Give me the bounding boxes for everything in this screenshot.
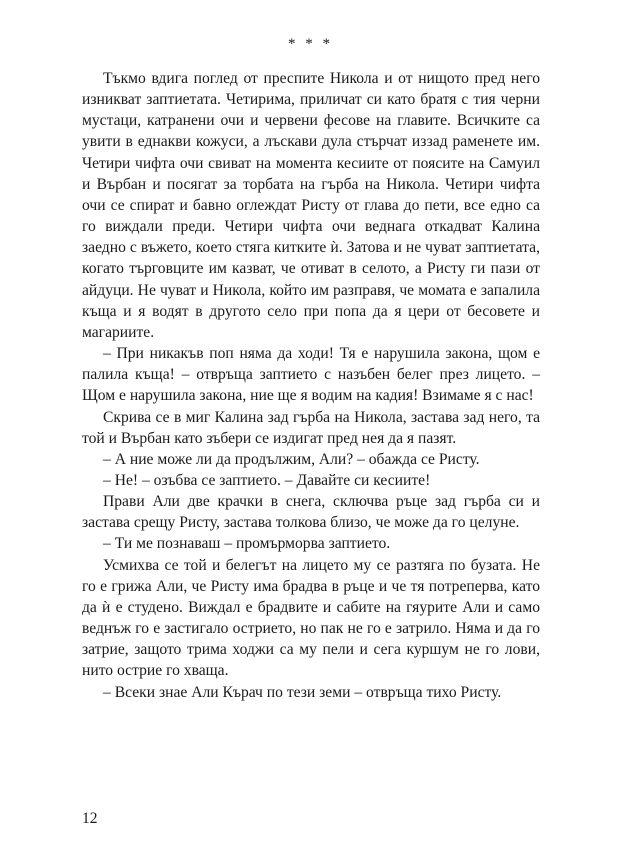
paragraph: Прави Али две крачки в снега, сключва ръце зад гърба си и застава срещу Ристу, застава толкова близо, че може да го целуне. <box>82 493 540 532</box>
paragraph: Усмихва се той и белегът на лицето му се разтяга по бузата. Не го е грижа Али, че Ристу има брадва в ръце и че тя потреперва, като да ѝ е студено. Виждал е брадвите и сабите на гяурите Али и само веднъж го е застигало острието, но пак не го е затрило. Няма и да го затрие, защото трима ходжи са му пели и сега куршум не го лови, нито острие го хваща. <box>82 556 540 680</box>
paragraph: – Ти ме познаваш – промърморва заптието. <box>103 535 391 553</box>
paragraph: Скрива се в миг Калина зад гърба на Никола, застава зад него, та той и Върбан като зъбери се издигат пред нея да я пазят. <box>82 408 540 447</box>
section-separator: * * * <box>288 36 333 52</box>
paragraph: – А ние може ли да продължим, Али? – обажда се Ристу. <box>103 450 480 468</box>
page-number: 12 <box>82 810 98 827</box>
paragraph: Тъкмо вдига поглед от преспите Никола и от нищото пред него изникват заптиетата. Четирима, приличат си като братя с тия черни мустаци, катранени очи и червени фесове на главите. Всичките са увити в еднакви кожуси, а лъскави дула стърчат иззад раменете им. Четири чифта очи свиват на момента кесиите от поясите на Самуил и Върбан и посягат за торбата на гърба на Никола. Четири чифта очи се спират и бавно оглеждат Ристу от глава до пети, все едно са го виждали преди. Четири чифта очи веднага откадват Калина заедно с въжето, което стяга китките ѝ. Затова и не чуват заптиетата, когато търговците им казват, че отиват в селото, а Ристу ги пази от айдуци. Не чуват и Никола, който им разправя, че момата е запалила къща и я водят в другото село при попа да я цери от бесовете и магариите. <box>82 70 540 341</box>
paragraph: – Всеки знае Али Кърач по тези земи – отвръща тихо Ристу. <box>103 683 502 701</box>
paragraph: – При никакъв поп няма да ходи! Тя е нарушила закона, щом е палила къща! – отвръща заптието с назъбен белег през лицето. – Щом е нарушила закона, ние ще я водим на кадия! Взимаме я с нас! <box>82 345 540 405</box>
paragraph: – Не! – озъбва се заптието. – Давайте си кесиите! <box>103 471 431 489</box>
body-text <box>82 68 540 703</box>
